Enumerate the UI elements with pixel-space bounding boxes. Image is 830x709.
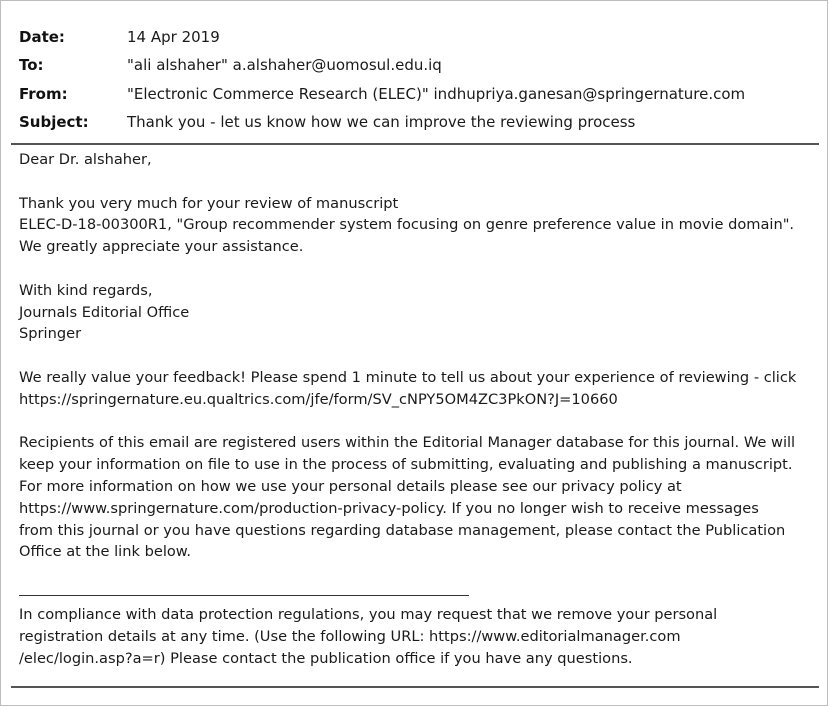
email-body bbox=[19, 149, 819, 669]
greeting: Dear Dr. alshaher, bbox=[19, 151, 152, 168]
email-header bbox=[1, 1, 829, 143]
date-value: 14 Apr 2019 bbox=[127, 28, 220, 46]
signoff-line: Springer bbox=[19, 325, 82, 343]
header-divider bbox=[11, 143, 819, 145]
date-label: Date: bbox=[19, 28, 65, 46]
body-line: ELEC-D-18-00300R1, "Group recommender system focusing on genre preference value in movie domain". bbox=[19, 216, 795, 234]
from-label: From: bbox=[19, 85, 68, 103]
to-label: To: bbox=[19, 56, 44, 74]
signoff-line: Journals Editorial Office bbox=[19, 303, 190, 321]
body-line: Thank you very much for your review of manuscript bbox=[19, 194, 399, 212]
body-line: We greatly appreciate your assistance. bbox=[19, 238, 304, 256]
feedback-line: We really value your feedback! Please spend 1 minute to tell us about your experience of reviewing - click bbox=[19, 368, 797, 386]
compliance-url-line[interactable]: registration details at any time. (Use the following URL: https://www.editorialmanager.com bbox=[19, 627, 681, 645]
feedback-survey-link[interactable]: https://springernature.eu.qualtrics.com/jfe/form/SV_cNPY5OM4ZC3PkON?J=10660 bbox=[19, 390, 618, 408]
privacy-line: from this journal or you have questions regarding database management, please contact the Publication bbox=[19, 521, 786, 539]
compliance-line: In compliance with data protection regulations, you may request that we remove your personal bbox=[19, 605, 718, 623]
from-value[interactable]: "Electronic Commerce Research (ELEC)" indhupriya.ganesan@springernature.com bbox=[127, 85, 746, 103]
signoff-line: With kind regards, bbox=[19, 281, 153, 299]
privacy-line: Office at the link below. bbox=[19, 543, 192, 561]
privacy-line: keep your information on file to use in the process of submitting, evaluating and publishing a manuscript. bbox=[19, 456, 793, 474]
signature-divider bbox=[19, 595, 469, 596]
subject-label: Subject: bbox=[19, 113, 89, 131]
to-value[interactable]: "ali alshaher" a.alshaher@uomosul.edu.iq bbox=[127, 56, 442, 74]
subject-value: Thank you - let us know how we can improve the reviewing process bbox=[127, 113, 636, 131]
compliance-line: /elec/login.asp?a=r) Please contact the publication office if you have any questions. bbox=[19, 649, 633, 667]
privacy-line: For more information on how we use your personal details please see our privacy policy at bbox=[19, 477, 682, 495]
privacy-policy-link[interactable]: https://www.springernature.com/production-privacy-policy. If you no longer wish to receive messages bbox=[19, 499, 759, 517]
footer-divider bbox=[11, 686, 819, 688]
privacy-line: Recipients of this email are registered users within the Editorial Manager database for this journal. We will bbox=[19, 434, 796, 452]
